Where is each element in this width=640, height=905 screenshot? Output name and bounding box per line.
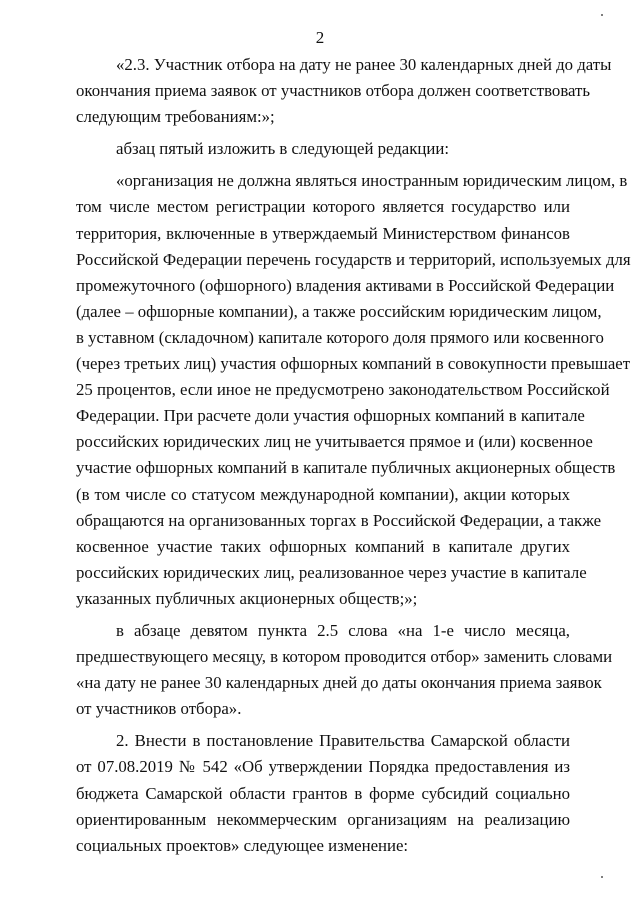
text-line: «организация не должна являться иностранным юридическим лицом, в <box>116 171 628 191</box>
paragraph <box>76 52 612 130</box>
text-line: (в том числе со статусом международной компании), акции которых <box>76 484 570 504</box>
text-line: в уставном (складочном) капитале которого доля прямого или косвенного <box>76 327 604 347</box>
text-line: Российской Федерации перечень государств и территорий, используемых для <box>76 249 631 269</box>
text-line: окончания приема заявок от участников отбора должен соответствовать <box>76 81 591 101</box>
scan-speck <box>601 14 603 16</box>
text-line: Федерации. При расчете доли участия офшорных компаний в капитале <box>76 406 585 426</box>
text-line: косвенное участие таких офшорных компаний в капитале других <box>76 536 570 556</box>
text-line: российских юридических лиц, реализованное через участие в капитале <box>76 562 587 582</box>
scan-speck <box>601 876 603 878</box>
text-line: от 07.08.2019 № 542 «Об утверждении Порядка предоставления из <box>76 757 570 777</box>
paragraph <box>76 168 631 612</box>
text-line: территория, включенные в утверждаемый Министерством финансов <box>76 223 570 243</box>
text-line: бюджета Самарской области грантов в форме субсидий социально <box>76 783 570 803</box>
text-line: «2.3. Участник отбора на дату не ранее 30 календарных дней до даты <box>116 55 612 74</box>
text-line: промежуточного (офшорного) владения активами в Российской Федерации <box>76 275 615 295</box>
text-line: 2. Внести в постановление Правительства Самарской области <box>116 731 570 751</box>
text-line: том числе местом регистрации которого является государство или <box>76 197 570 217</box>
text-line: (через третьих лиц) участия офшорных компаний в совокупности превышает <box>76 354 631 374</box>
document-body <box>76 52 631 859</box>
text-line: предшествующего месяцу, в котором проводится отбор» заменить словами <box>76 647 613 667</box>
paragraph <box>76 618 613 722</box>
text-line: участие офшорных компаний в капитале публичных акционерных обществ <box>76 458 616 478</box>
text-line: обращаются на организованных торгах в Российской Федерации, а также <box>76 510 602 530</box>
text-line: абзац пятый изложить в следующей редакции: <box>116 139 449 159</box>
page-number: 2 <box>315 28 325 47</box>
paragraph <box>76 728 570 858</box>
text-line: 25 процентов, если иное не предусмотрено законодательством Российской <box>76 380 610 400</box>
text-line: социальных проектов» следующее изменение: <box>76 835 409 855</box>
paragraph <box>76 136 570 162</box>
text-line: «на дату не ранее 30 календарных дней до даты окончания приема заявок <box>76 673 602 693</box>
text-line: в абзаце девятом пункта 2.5 слова «на 1-е число месяца, <box>116 620 570 640</box>
text-line: указанных публичных акционерных обществ;»; <box>76 588 418 608</box>
text-line: следующим требованиям:»; <box>76 107 275 127</box>
text-line: ориентированным некоммерческим организациям на реализацию <box>76 809 570 829</box>
text-line: российских юридических лиц не учитывается прямое и (или) косвенное <box>76 432 593 452</box>
text-line: (далее – офшорные компании), а также российским юридическим лицом, <box>76 301 602 321</box>
text-line: от участников отбора». <box>76 699 242 719</box>
